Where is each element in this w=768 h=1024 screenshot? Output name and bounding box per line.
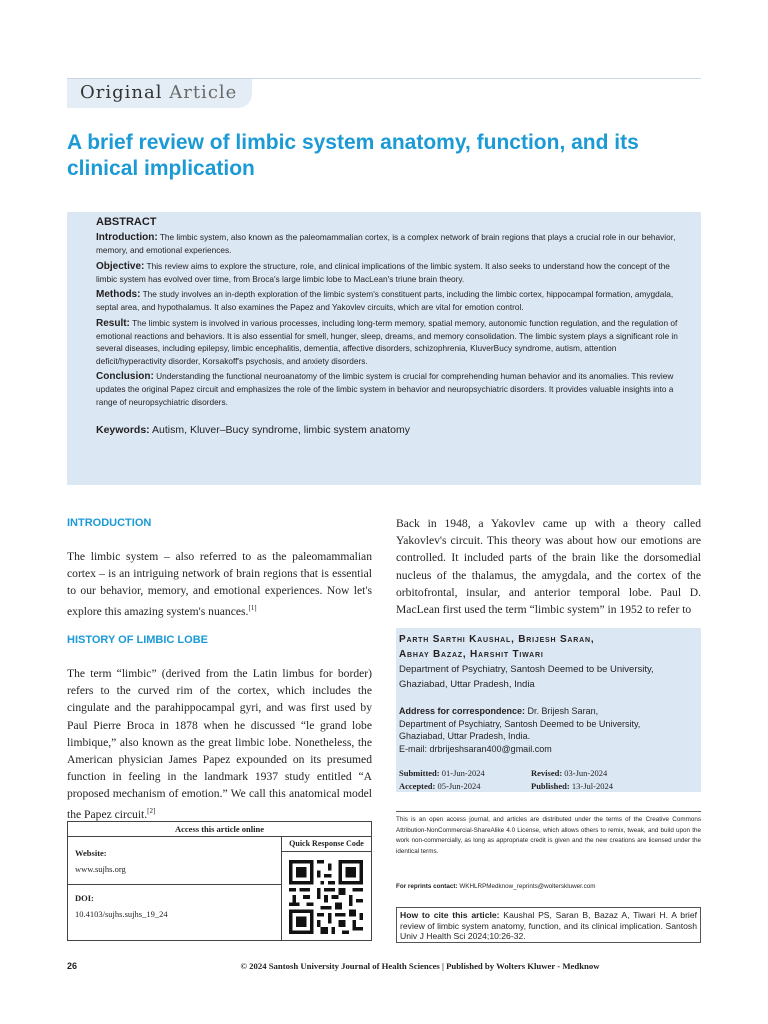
citation-ref[interactable]: [2] — [147, 806, 156, 815]
doi-link[interactable]: 10.4103/sujhs.sujhs_19_24 — [75, 909, 168, 919]
abstract-conclusion: Conclusion: Understanding the functional neuroanatomy of the limbic system is crucial for comprehending human behavior and its anomalies. This review updates the original Papez circuit and emphasizes the role of the limbic system in behavior and neuropsychiatric disorders. It provides valuable insights into a range of neuropsychiatric disorders. — [96, 370, 674, 407]
access-heading: Access this article online — [68, 822, 371, 837]
affiliation: Department of Psychiatry, Santosh Deemed to be University, Ghaziabad, Uttar Pradesh, India — [399, 664, 654, 690]
website-link[interactable]: www.sujhs.org — [75, 864, 126, 874]
abstract-methods: Methods: The study involves an in-depth exploration of the limbic system's constituent parts, including the limbic cortex, hippocampal formation, amygdala, septal area, and hypothalamus. It also examines the Papez and Yakovlev circuits, which are vital for emotion control. — [96, 289, 674, 313]
article-title: A brief review of limbic system anatomy, function, and its clinical implication — [67, 131, 639, 180]
column2-paragraph: Back in 1948, a Yakovlev came up with a theory called Yakovlev's circuit. This theory was about how our emotions are controlled. It included parts of the brain like the dorsomedial nucleus of the thalamus, the amygdala, and the cortex of the orbitofrontal, insular, and anterior temporal lobe. Paul D. MacLean first used the term “limbic system” in 1952 to refer to — [396, 517, 701, 617]
abstract-heading: ABSTRACT — [96, 216, 157, 228]
article-type-label: Original Article — [80, 82, 238, 103]
citation-ref[interactable]: [1] — [248, 603, 257, 612]
correspondence: Address for correspondence: Dr. Brijesh Saran, Department of Psychiatry, Santosh Deemed to be University, Ghaziabad, Uttar Pradesh, India. E-mail: drbrijeshsaran400@gmail.com — [399, 705, 699, 755]
abstract-introduction: Introduction: The limbic system, also known as the paleomammalian cortex, is a complex network of brain regions that plays a crucial role in our behavior, memory, and emotional experiences. — [96, 232, 676, 256]
citation-box: How to cite this article: Kaushal PS, Saran B, Bazaz A, Tiwari H. A brief review of limbic system anatomy, function, and its clinical implication. Santosh Univ J Health Sci 2024;10:26-32. — [396, 907, 701, 943]
introduction-paragraph: The limbic system – also referred to as the paleomammalian cortex – is an intriguing network of brain regions that is essential to our behavior, memory, and emotional experiences. Now let's explore this amazing system's nuances.[1] — [67, 550, 372, 618]
access-info — [68, 837, 282, 940]
abstract-box — [67, 212, 701, 485]
page-footer: © 2024 Santosh University Journal of Health Sciences | Published by Wolters Kluwer - Medknow — [240, 961, 600, 971]
keywords: Keywords: Autism, Kluver–Bucy syndrome, limbic system anatomy — [96, 423, 410, 436]
qr-heading: Quick Response Code — [282, 837, 371, 852]
revised-date: Revised: 03-Jun-2024 — [531, 768, 608, 778]
submitted-date: Submitted: 01-Jun-2024 — [399, 768, 485, 778]
section-heading-introduction: INTRODUCTION — [67, 517, 152, 529]
email-link[interactable]: E-mail: drbrijeshsaran400@gmail.com — [399, 743, 552, 754]
published-date: Published: 13-Jul-2024 — [531, 781, 613, 791]
abstract-result: Result: The limbic system is involved in various processes, including long-term memory, spatial memory, autonomic function regulation, and the regulation of emotional reactions and behaviors. It is also essential for smell, hunger, sleep, dreams, and memory consolidation. The limbic system plays a significant role in several diseases, including epilepsy, limbic encephalitis, dementia, affective disorders, schizophrenia, KluverBucy syndrome, autism, attention deficit/hyperactivity disorder, Korsakoff's psychosis, and anxiety disorders. — [96, 317, 678, 366]
section-heading-history: HISTORY OF LIMBIC LOBE — [67, 634, 208, 646]
doi-label: DOI: — [75, 893, 94, 903]
reprints-contact: For reprints contact: WKHLRPMedknow_reprints@wolterskluwer.com — [396, 883, 596, 890]
qr-code-icon[interactable] — [289, 859, 363, 935]
reprints-email[interactable]: WKHLRPMedknow_reprints@wolterskluwer.com — [459, 883, 596, 890]
access-box — [67, 821, 372, 941]
accepted-date: Accepted: 05-Jun-2024 — [399, 781, 481, 791]
license-notice: This is an open access journal, and articles are distributed under the terms of the Creative Commons Attribution-NonCommercial-ShareAlike 4.0 License, which allows others to remix, tweak, and build upon the work non-commercially, as long as appropriate credit is given and the new creations are licensed under the identical terms. — [396, 811, 701, 857]
abstract-objective: Objective: This review aims to explore the structure, role, and clinical implications of the limbic system. It also seeks to understand how the concept of the limbic system has evolved over time, from Broca's large limbic lobe to MacLean's triune brain theory. — [96, 260, 670, 284]
website-label: Website: — [75, 848, 107, 858]
author-list: Parth Sarthi Kaushal, Brijesh Saran, Abhay Bazaz, Harshit Tiwari — [399, 634, 595, 660]
page-number: 26 — [67, 961, 78, 971]
history-paragraph: The term “limbic” (derived from the Latin limbus for border) refers to the curved rim of the cortex, which includes the cingulate and the parahippocampal gyri, and was first used by Paul Pierre Broca in 1878 when he discussed “le grand lobe limbique,” also known as the great limbic lobe. Nonetheless, the American physician James Papez expounded on its presumed function in feeling in the landmark 1937 study entitled “A proposed mechanism of emotion.” We call this anatomical model the Papez circuit.[2] — [67, 667, 372, 821]
